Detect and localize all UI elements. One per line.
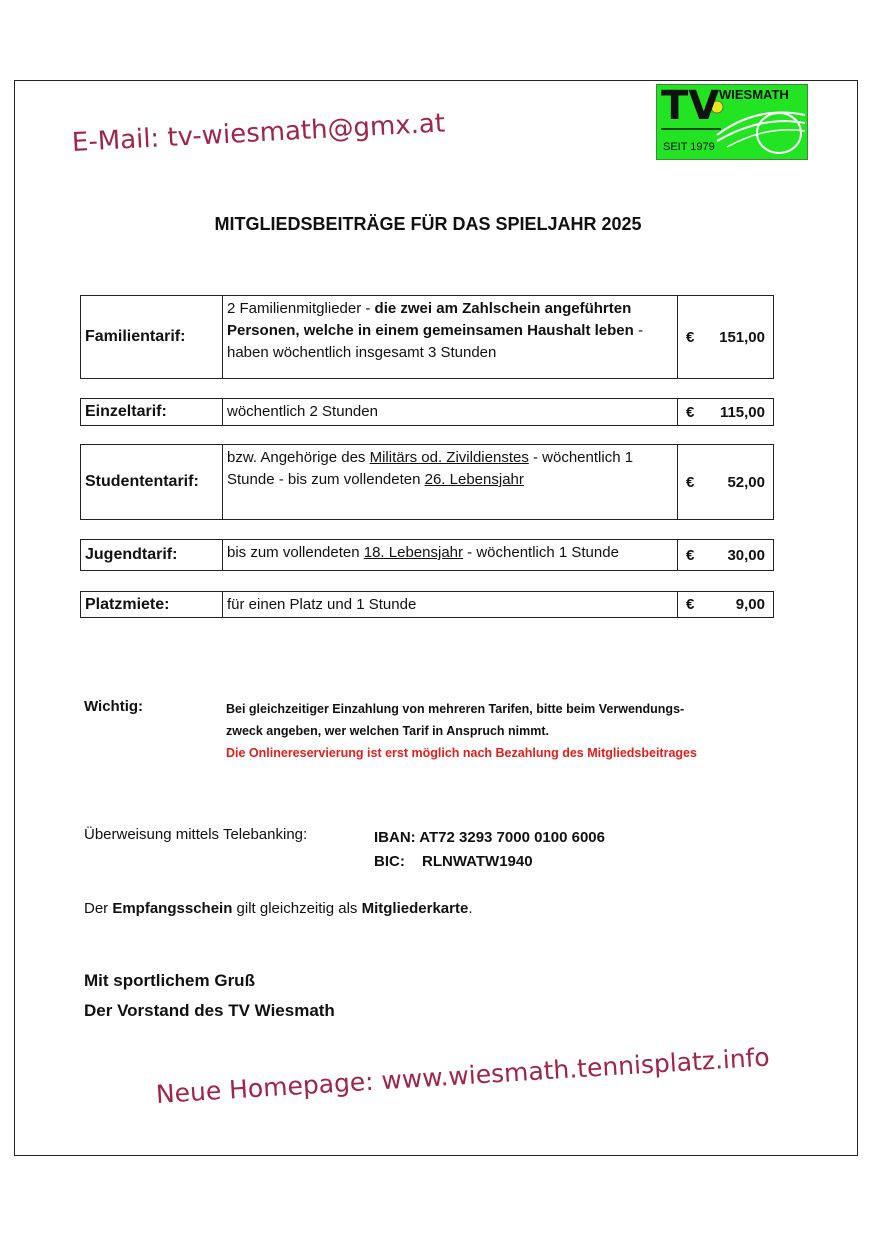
tariff-label: Familientarif:	[81, 296, 223, 378]
tariff-row-court-rent	[80, 591, 774, 618]
receipt-note: Der Empfangsschein gilt gleichzeitig als Mitgliederkarte.	[84, 900, 473, 917]
tariff-description: wöchentlich 2 Stunden	[223, 399, 678, 425]
bank-details	[374, 826, 605, 874]
tariff-row-youth	[80, 539, 774, 571]
important-note	[226, 698, 766, 764]
tariff-description: bis zum vollendeten 18. Lebensjahr - wöchentlich 1 Stunde	[223, 540, 678, 570]
tariff-description: bzw. Angehörige des Militärs od. Zivildienstes - wöchentlich 1 Stunde - bis zum vollendeten 26. Lebensjahr	[223, 445, 678, 519]
tariff-row-family	[80, 295, 774, 379]
important-warning: Die Onlinereservierung ist erst möglich nach Bezahlung des Mitgliedsbeitrages	[226, 746, 697, 760]
transfer-label: Überweisung mittels Telebanking:	[84, 826, 308, 843]
tariff-price: € 115,00	[686, 403, 765, 421]
closing-line-1: Mit sportlichem Gruß	[84, 971, 255, 990]
important-label: Wichtig:	[84, 698, 144, 715]
bic: BIC: RLNWATW1940	[374, 853, 533, 870]
iban: IBAN: AT72 3293 7000 0100 6006	[374, 829, 605, 846]
tariff-description: 2 Familienmitglieder - die zwei am Zahlschein angeführten Personen, welche in einem gemeinsamen Haushalt leben - haben wöchentlich insgesamt 3 Stunden	[223, 296, 678, 378]
logo-tv: TV	[661, 84, 720, 129]
closing-greeting	[84, 966, 335, 1026]
tariff-label: Platzmiete:	[81, 592, 223, 617]
tariff-row-single	[80, 398, 774, 426]
page-title: MITGLIEDSBEITRÄGE FÜR DAS SPIELJAHR 2025	[214, 214, 642, 234]
tariff-price: € 9,00	[686, 596, 765, 613]
tariff-row-student	[80, 444, 774, 520]
homepage-link[interactable]: Neue Homepage: www.wiesmath.tennisplatz.info	[155, 1042, 771, 1109]
logo-name: WIESMATH	[719, 87, 789, 102]
logo-since: SEIT 1979	[663, 141, 715, 153]
closing-line-2: Der Vorstand des TV Wiesmath	[84, 1001, 335, 1020]
tariff-price: € 151,00	[686, 328, 765, 346]
important-line-2: zweck angeben, wer welchen Tarif in Anspruch nimmt.	[226, 724, 549, 738]
club-logo	[656, 84, 808, 160]
email-address: E-Mail: tv-wiesmath@gmx.at	[71, 108, 446, 158]
tariff-label: Jugendtarif:	[81, 540, 223, 570]
tariff-description: für einen Platz und 1 Stunde	[223, 592, 678, 617]
tariff-price: € 30,00	[686, 546, 765, 564]
important-line-1: Bei gleichzeitiger Einzahlung von mehreren Tarifen, bitte beim Verwendungs-	[226, 702, 685, 716]
tariff-label: Einzeltarif:	[81, 399, 223, 425]
tariff-label: Studententarif:	[81, 445, 223, 519]
tariff-price: € 52,00	[686, 473, 765, 491]
